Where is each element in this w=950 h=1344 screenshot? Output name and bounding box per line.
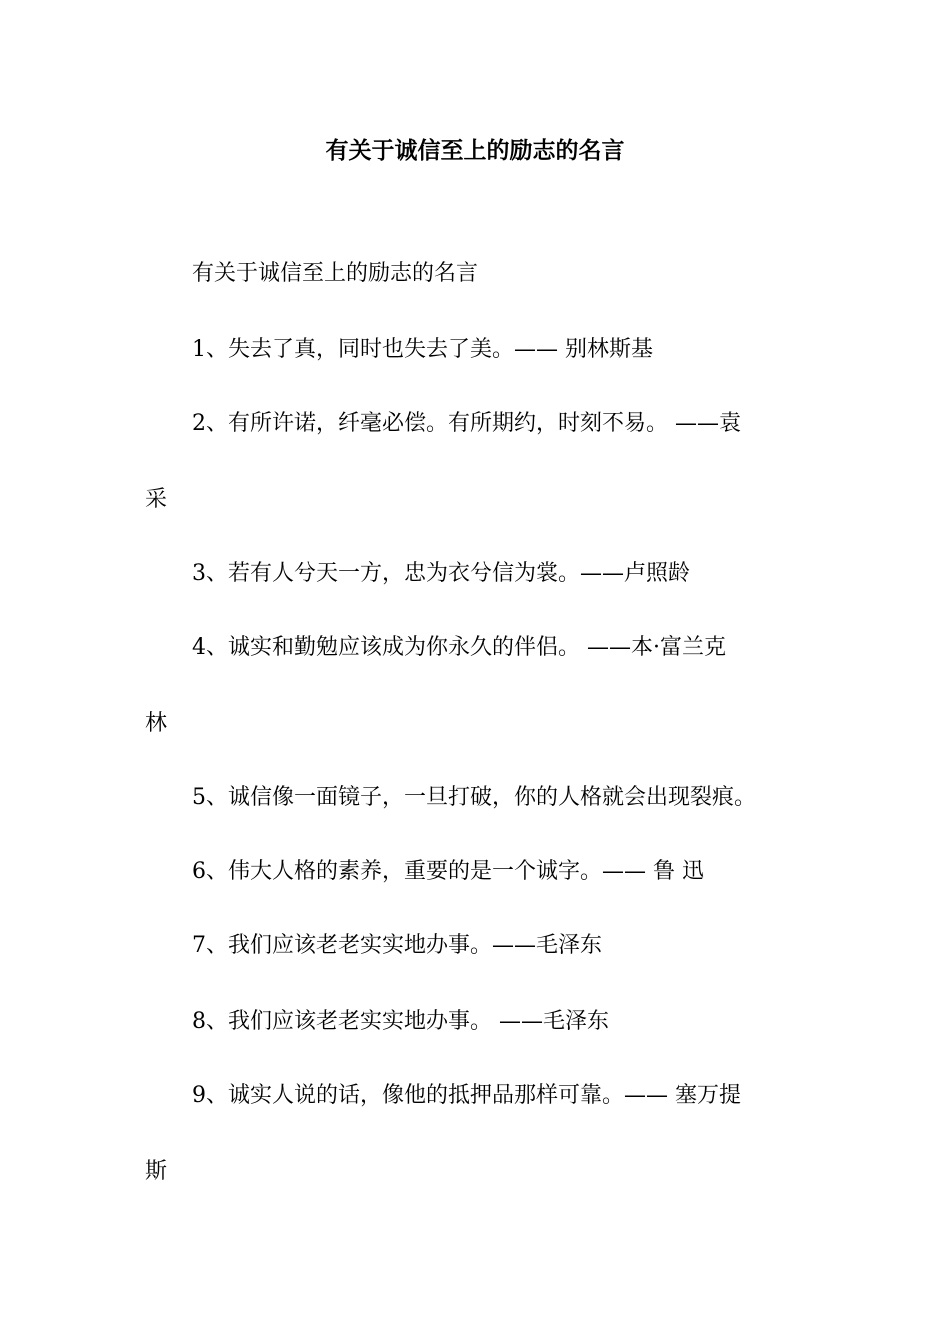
- quote-line-8: 8、我们应该老老实实地办事。 ——毛泽东: [192, 1009, 609, 1034]
- quote-line-9: 9、诚实人说的话，像他的抵押品那样可靠。—— 塞万提: [192, 1083, 741, 1108]
- quote-line-9-continued: 斯: [145, 1159, 168, 1184]
- quote-line-2-continued: 采: [145, 487, 168, 512]
- quote-line-4-continued: 林: [145, 711, 168, 736]
- document-title: 有关于诚信至上的励志的名言: [325, 137, 625, 164]
- quote-line-5: 5、诚信像一面镜子，一旦打破，你的人格就会出现裂痕。: [192, 785, 756, 810]
- quote-line-7: 7、我们应该老老实实地办事。——毛泽东: [192, 933, 602, 958]
- intro-line: 有关于诚信至上的励志的名言: [192, 261, 479, 286]
- quote-line-2: 2、有所许诺，纤毫必偿。有所期约，时刻不易。 ——袁: [192, 411, 741, 436]
- quote-line-4: 4、诚实和勤勉应该成为你永久的伴侣。 ——本·富兰克: [192, 635, 726, 660]
- quote-line-3: 3、若有人兮天一方，忠为衣兮信为裳。——卢照龄: [192, 561, 690, 586]
- quote-line-6: 6、伟大人格的素养，重要的是一个诚字。—— 鲁 迅: [192, 859, 704, 884]
- quote-line-1: 1、失去了真，同时也失去了美。—— 别林斯基: [192, 337, 653, 362]
